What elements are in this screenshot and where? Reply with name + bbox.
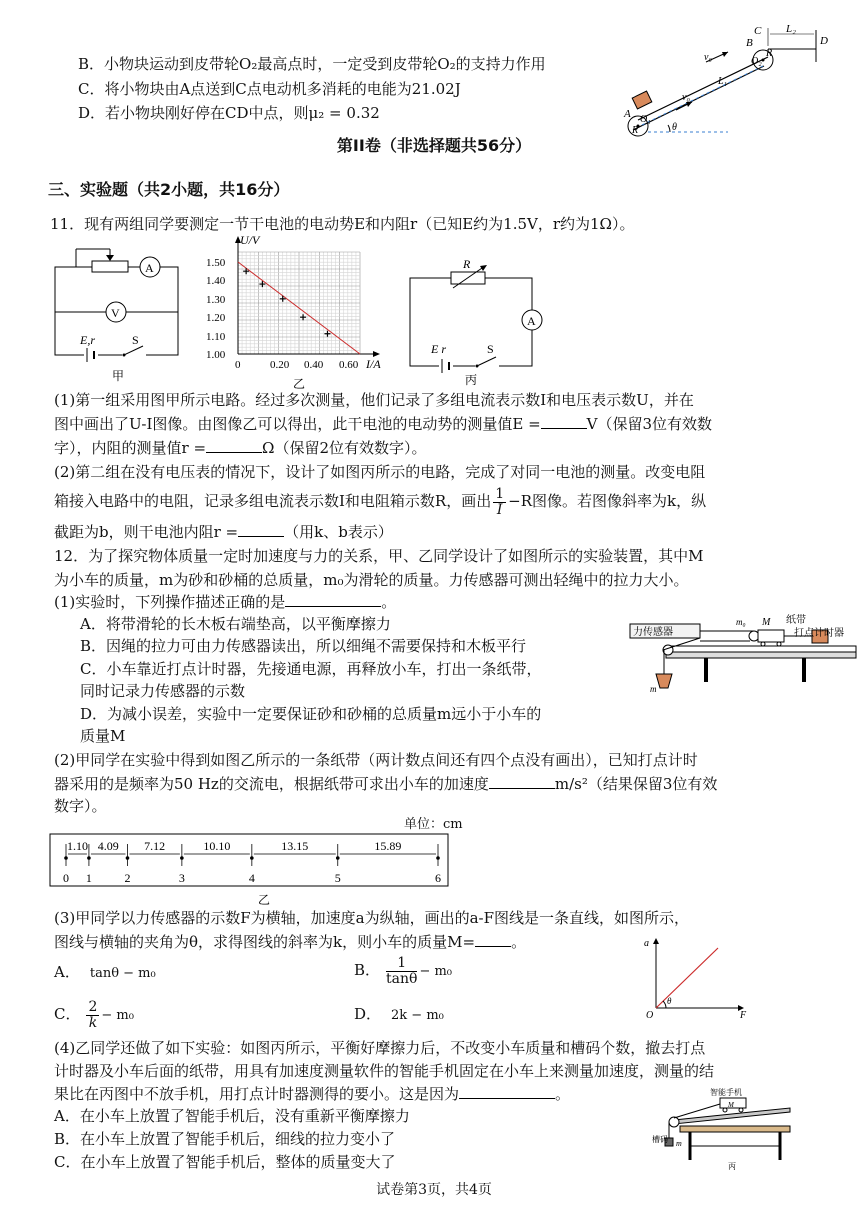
belt-label-b: B (746, 37, 753, 49)
xtick-020: 0.20 (270, 359, 290, 371)
answer-blank-reason[interactable] (459, 1084, 555, 1099)
ui-graph (198, 232, 398, 392)
ytick-140: 1.40 (206, 275, 226, 287)
ytick-100: 1.00 (206, 349, 226, 361)
q12-p1: (1)实验时，下列操作描述正确的是 。 (54, 593, 397, 611)
pulley-label-m0: m₀ (736, 617, 746, 627)
paper-tape (48, 832, 452, 910)
xtick-060: 0.60 (339, 359, 359, 371)
q10-option-c: C．将小物块由A点送到C点电动机多消耗的电能为21.02J (78, 80, 461, 98)
switch-label-bing: S (487, 342, 494, 356)
voltmeter-jia: V (111, 306, 120, 320)
belt-label-r1: R (632, 125, 639, 136)
tape-point-label: 0 (63, 871, 69, 885)
tape-segment-label: 4.09 (97, 839, 119, 853)
q12-p3-line2: 图线与横轴的夹角为θ，求得图线的斜率为k，则小车的质量M= 。 (54, 933, 527, 951)
q12-p1-opt-c: C．小车靠近打点计时器，先接通电源，再释放小车，打出一条纸带， (80, 660, 542, 678)
q12-p1-opt-b: B．因绳的拉力可由力传感器读出，所以细绳不需要保持和木板平行 (80, 637, 527, 655)
q12-p1-opt-d-cont: 质量M (80, 727, 126, 745)
fig-label-yi: 乙 (293, 377, 306, 391)
af-graph (640, 934, 750, 1020)
q12-p3-opt-d: D． 2k − m₀ (354, 1005, 444, 1023)
q12-p3-opt-b: B． $\frac{1}{\tan\theta}$ − m₀ (354, 954, 453, 987)
fig-label-jia: 甲 (112, 369, 125, 383)
belt-label-d: D (820, 35, 828, 47)
belt-label-l2: L₂ (786, 23, 796, 35)
belt-label-o1: O₁ (640, 114, 651, 125)
answer-blank-r[interactable] (206, 438, 262, 453)
fig-label-bing: 丙 (465, 373, 478, 387)
belt-label-a: A (624, 108, 631, 120)
q12-p3-opt-a: A． tanθ − m₀ (54, 963, 156, 981)
answer-blank-q12-1[interactable] (285, 592, 381, 607)
af-xlabel: F (740, 1010, 747, 1020)
ammeter-bing: A (527, 314, 536, 328)
q12-p2-line1: (2)甲同学在实验中得到如图乙所示的一条纸带（两计数点间还有四个点没有画出），已知打点计时 (54, 751, 698, 769)
answer-blank-accel[interactable] (489, 774, 555, 789)
q10-option-d: D．若小物块刚好停在CD中点，则μ₂ = 0.32 (78, 104, 380, 122)
graph-ylabel: U/V (240, 233, 260, 247)
q12-p3-line1: (3)甲同学以力传感器的示数F为横轴，加速度a为纵轴，画出的a-F图线是一条直线，如图所示， (54, 909, 690, 927)
ui-data-point (300, 314, 306, 320)
tape-segment-label: 1.10 (66, 839, 88, 853)
tape-point-label: 2 (124, 871, 131, 885)
tape-point-label: 4 (248, 871, 255, 885)
q11-p2-line2: 箱接入电路中的电阻，记录多组电流表示数I和电阻箱示数R，画出 $\frac{1}{I}$ −R图像。若图像斜率为k，纵 (54, 485, 707, 518)
weight-label: 槽码 (652, 1135, 668, 1144)
belt-label-o2: O₂ (751, 56, 762, 67)
ytick-130: 1.30 (206, 294, 226, 306)
phone-car-label: M (728, 1101, 734, 1109)
tape-segment-label: 7.12 (144, 839, 166, 853)
q11-p1-line2: 图中画出了U-I图像。由图像乙可以得出，此干电池的电动势的测量值E = V（保留3位有效数 (54, 415, 713, 433)
answer-blank-e[interactable] (541, 414, 587, 429)
q12-p2-line3: 数字）。 (54, 797, 107, 815)
belt-label-theta: θ (672, 122, 677, 133)
q12-p1-opt-d: D．为减小误差，实验中一定要保证砂和砂桶的总质量m远小于小车的 (80, 705, 542, 723)
section3-title: 三、实验题（共2小题，共16分） (48, 180, 290, 199)
answer-blank-r2[interactable] (238, 522, 284, 537)
q10-option-b: B．小物块运动到皮带轮O₂最高点时，一定受到皮带轮O₂的支持力作用 (78, 55, 546, 73)
ytick-150: 1.50 (206, 257, 226, 269)
q11-p2-line1: (2)第二组在没有电压表的情况下，设计了如图丙所示的电路，完成了对同一电池的测量。改变电阻 (54, 463, 706, 481)
q12-p4-line3: 果比在丙图中不放手机，用打点计时器测得的要小。这是因为 。 (54, 1085, 571, 1103)
tape-fig-label: 乙 (258, 893, 271, 907)
q12-p4-line2: 计时器及小车后面的纸带，用具有加速度测量软件的智能手机固定在小车上来测量加速度，测量的结 (54, 1062, 715, 1080)
sensor-label: 力传感器 (633, 627, 673, 638)
answer-blank-mass[interactable] (475, 932, 511, 947)
ytick-110: 1.10 (206, 331, 226, 343)
car-label-m: M (762, 617, 771, 628)
af-origin: O (646, 1010, 654, 1020)
q11-p1-line1: (1)第一组采用图甲所示电路。经过多次测量，他们记录了多组电流表示数I和电压表示数U，并在 (54, 391, 694, 409)
q11-stem: 11．现有两组同学要测定一节干电池的电动势E和内阻r（已知E约为1.5V，r约为1Ω）。 (50, 215, 635, 233)
belt-label-l1: L₁ (718, 76, 728, 87)
switch-label-jia: S (132, 333, 139, 347)
q12-p1-opt-c-cont: 同时记录力传感器的示数 (80, 682, 246, 700)
q12-p4-opt-a: A．在小车上放置了智能手机后，没有重新平衡摩擦力 (54, 1107, 410, 1125)
battery-label-bing: E r (431, 342, 446, 356)
fraction-1-over-i: $\frac{1}{I}$ (495, 485, 505, 518)
tape-segment-label: 10.10 (203, 839, 231, 853)
tape-point-label: 5 (334, 871, 341, 885)
xtick-0: 0 (235, 359, 241, 371)
belt-label-r2: R (766, 48, 773, 59)
q11-p2-line3: 截距为b，则干电池内阻r = （用k、b表示） (54, 523, 393, 541)
page-footer: 试卷第3页，共4页 (376, 1182, 492, 1198)
q12-stem-1: 12．为了探究物体质量一定时加速度与力的关系，甲、乙同学设计了如图所示的实验装置，其中M (54, 547, 704, 565)
phone-fig-label: 丙 (728, 1162, 736, 1171)
apparatus-figure (626, 612, 858, 696)
af-ylabel: a (644, 938, 649, 949)
bucket-label-m: m (650, 684, 657, 694)
q12-p1-opt-a: A．将带滑轮的长木板右端垫高，以平衡摩擦力 (80, 615, 391, 633)
q12-p4-opt-c: C．在小车上放置了智能手机后，整体的质量变大了 (54, 1153, 396, 1171)
q12-p4-opt-b: B．在小车上放置了智能手机后，细线的拉力变小了 (54, 1130, 396, 1148)
timer-label: 打点计时器 (794, 628, 844, 639)
graph-xlabel: I/A (366, 357, 381, 371)
circuit-jia (50, 244, 185, 384)
q12-stem-2: 为小车的质量，m为砂和砂桶的总质量，m₀为滑轮的质量。力传感器可测出轻绳中的拉力大小。 (54, 571, 689, 589)
tape-label: 纸带 (786, 615, 806, 626)
belt-label-v0-bottom: v₀ (682, 92, 690, 103)
resistor-label-bing: R (463, 258, 471, 271)
tape-unit: 单位：cm (404, 817, 463, 832)
ytick-120: 1.20 (206, 312, 226, 324)
weight-mass-label: m (676, 1139, 682, 1148)
belt-label-c: C (754, 25, 762, 37)
tape-point-label: 1 (85, 871, 92, 885)
tape-point-label: 6 (435, 871, 441, 885)
q12-p4-line1: (4)乙同学还做了如下实验：如图丙所示，平衡好摩擦力后，不改变小车质量和槽码个数，撤去打点 (54, 1039, 706, 1057)
q11-p1-line3: 字），内阻的测量值r = Ω（保留2位有效数字）。 (54, 439, 427, 457)
q12-p2-line2: 器采用的是频率为50 Hz的交流电，根据纸带可求出小车的加速度 m/s²（结果保留3位有效 (54, 775, 718, 793)
tape-segment-label: 13.15 (281, 839, 309, 853)
xtick-040: 0.40 (304, 359, 324, 371)
q12-p3-opt-c: C． $\frac{2}{k}$ − m₀ (54, 998, 134, 1031)
phone-figure (650, 1086, 800, 1172)
tape-point-label: 3 (178, 871, 185, 885)
part2-title: 第II卷（非选择题共56分） (336, 136, 532, 155)
circuit-bing (405, 258, 555, 388)
belt-label-v0-top: v₀ (704, 52, 712, 63)
battery-label-jia: E,r (80, 333, 95, 347)
af-theta: θ (667, 996, 672, 1006)
ammeter-jia: A (145, 261, 154, 275)
tape-segment-label: 15.89 (374, 839, 402, 853)
phone-label: 智能手机 (710, 1088, 742, 1097)
belt-figure (618, 22, 848, 140)
